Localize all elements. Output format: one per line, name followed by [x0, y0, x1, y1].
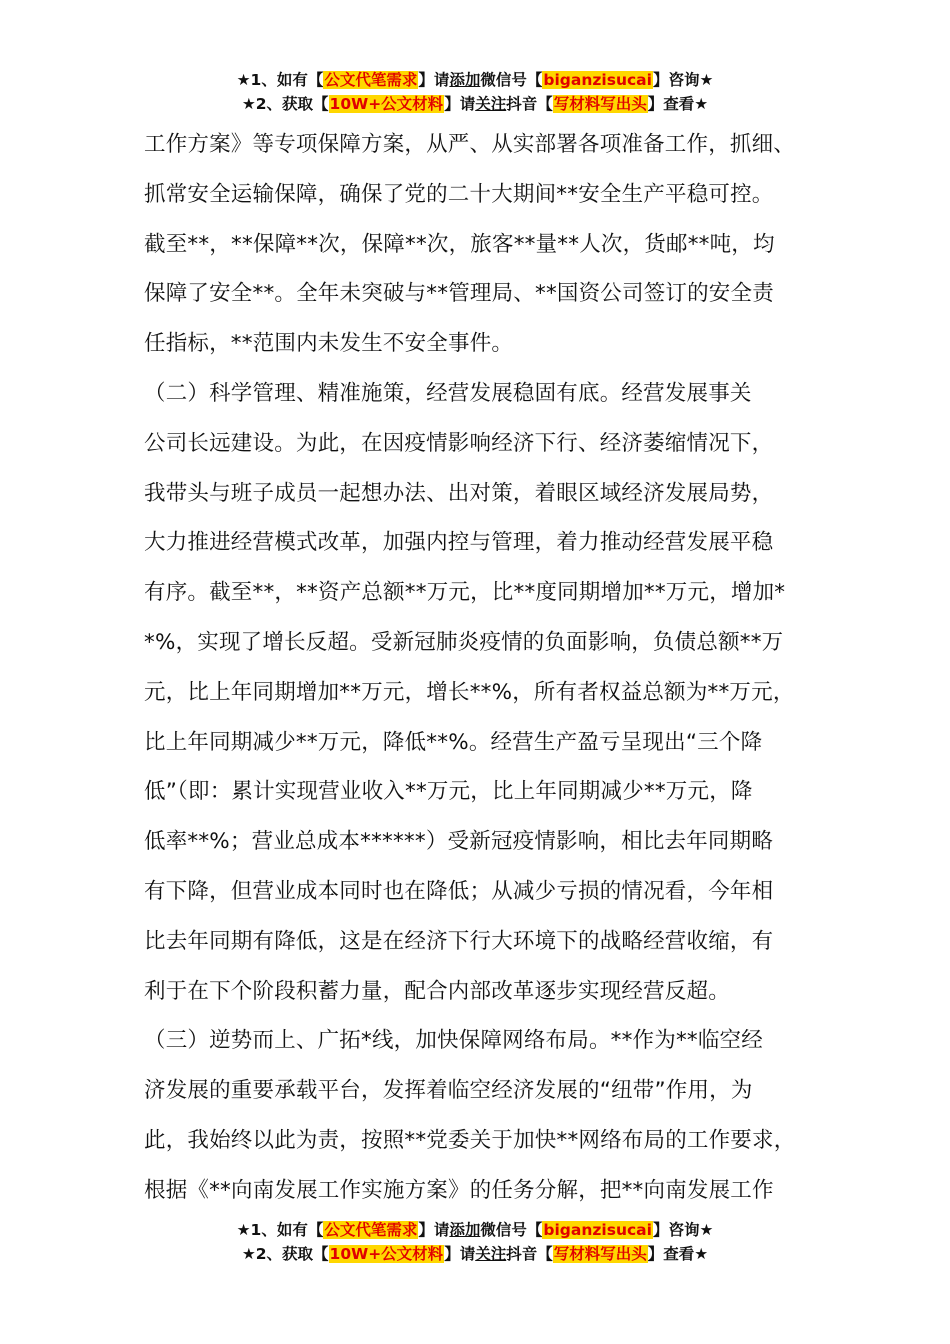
- underlined-text: 添加: [449, 71, 481, 89]
- banner-text: ★1、如有【: [236, 1221, 324, 1239]
- document-body: [144, 120, 824, 1216]
- banner-text: 】请: [444, 1245, 476, 1263]
- banner-text: ★2、获取【: [241, 1245, 329, 1263]
- banner-line-1: [0, 1218, 950, 1242]
- body-line: 根据《**向南发展工作实施方案》的任务分解，把**向南发展工作: [144, 1177, 774, 1203]
- body-line: 元，比上年同期增加**万元，增长**%，所有者权益总额为**万元，: [144, 679, 795, 705]
- section-heading-line: （三）逆势而上、广拓*线，加快保障网络布局。**作为**临空经: [144, 1028, 763, 1054]
- body-line: *%，实现了增长反超。受新冠肺炎疫情的负面影响，负债总额**万: [144, 629, 784, 655]
- header-banner: [0, 68, 950, 116]
- banner-text: ★1、如有【: [236, 71, 324, 89]
- highlight-service: 公文代笔需求: [324, 1221, 418, 1239]
- banner-text: 抖音【: [506, 95, 553, 113]
- banner-text: 微信号【: [480, 1221, 543, 1239]
- body-line: 任指标，**范围内未发生不安全事件。: [144, 331, 514, 357]
- body-line: 此，我始终以此为责，按照**党委关于加快**网络布局的工作要求，: [144, 1127, 796, 1153]
- body-line: 济发展的重要承载平台，发挥着临空经济发展的“纽带”作用，为: [144, 1078, 753, 1104]
- body-line: 低率**%；营业总成本******）受新冠疫情影响，相比去年同期略: [144, 829, 774, 855]
- highlight-douyin-account: 写材料写出头: [553, 1245, 647, 1263]
- banner-text: ★2、获取【: [241, 95, 329, 113]
- section-heading-line: （二）科学管理、精准施策，经营发展稳固有底。经营发展事关: [144, 380, 752, 406]
- banner-line-1: [0, 68, 950, 92]
- body-line: 抓常安全运输保障，确保了党的二十大期间**安全生产平稳可控。: [144, 181, 774, 207]
- banner-text: 】咨询★: [652, 71, 714, 89]
- banner-line-2: [0, 92, 950, 116]
- banner-text: 】查看★: [647, 95, 709, 113]
- body-line: 大力推进经营模式改革，加强内控与管理，着力推动经营发展平稳: [144, 530, 774, 556]
- banner-text: 】咨询★: [652, 1221, 714, 1239]
- body-line: 工作方案》等专项保障方案，从严、从实部署各项准备工作，抓细、: [144, 132, 796, 157]
- body-line: 有下降，但营业成本同时也在降低；从减少亏损的情况看，今年相: [144, 878, 774, 904]
- body-line: 利于在下个阶段积蓄力量，配合内部改革逐步实现经营反超。: [144, 978, 730, 1004]
- banner-line-2: [0, 1242, 950, 1266]
- highlight-wechat-id: biganzisucai: [543, 1221, 652, 1239]
- body-line: 比上年同期减少**万元，降低**%。经营生产盈亏呈现出“三个降: [144, 729, 763, 755]
- banner-text: 】请: [418, 1221, 450, 1239]
- body-line: 我带头与班子成员一起想办法、出对策，着眼区域经济发展局势，: [144, 480, 774, 506]
- banner-text: 】查看★: [647, 1245, 709, 1263]
- body-line: 比去年同期有降低，这是在经济下行大环境下的战略经营收缩，有: [144, 928, 774, 954]
- banner-text: 微信号【: [480, 71, 543, 89]
- footer-banner: [0, 1218, 950, 1266]
- highlight-douyin-account: 写材料写出头: [553, 95, 647, 113]
- underlined-text: 关注: [475, 95, 507, 113]
- body-line: 公司长远建设。为此，在因疫情影响经济下行、经济萎缩情况下，: [144, 430, 774, 456]
- body-line: 有序。截至**，**资产总额**万元，比**度同期增加**万元，增加*: [144, 580, 786, 606]
- banner-text: 】请: [444, 95, 476, 113]
- highlight-service: 公文代笔需求: [324, 71, 418, 89]
- highlight-wechat-id: biganzisucai: [543, 71, 652, 89]
- body-line: 截至**，**保障**次，保障**次，旅客**量**人次，货邮**吨，均: [144, 231, 775, 257]
- body-line: 低”（即：累计实现营业收入**万元，比上年同期减少**万元，降: [144, 779, 753, 805]
- underlined-text: 添加: [449, 1221, 481, 1239]
- highlight-materials: 10W+公文材料: [329, 95, 444, 113]
- highlight-materials: 10W+公文材料: [329, 1245, 444, 1263]
- body-line: 保障了安全**。全年未突破与**管理局、**国资公司签订的安全责: [144, 281, 774, 307]
- banner-text: 】请: [418, 71, 450, 89]
- underlined-text: 关注: [475, 1245, 507, 1263]
- banner-text: 抖音【: [506, 1245, 553, 1263]
